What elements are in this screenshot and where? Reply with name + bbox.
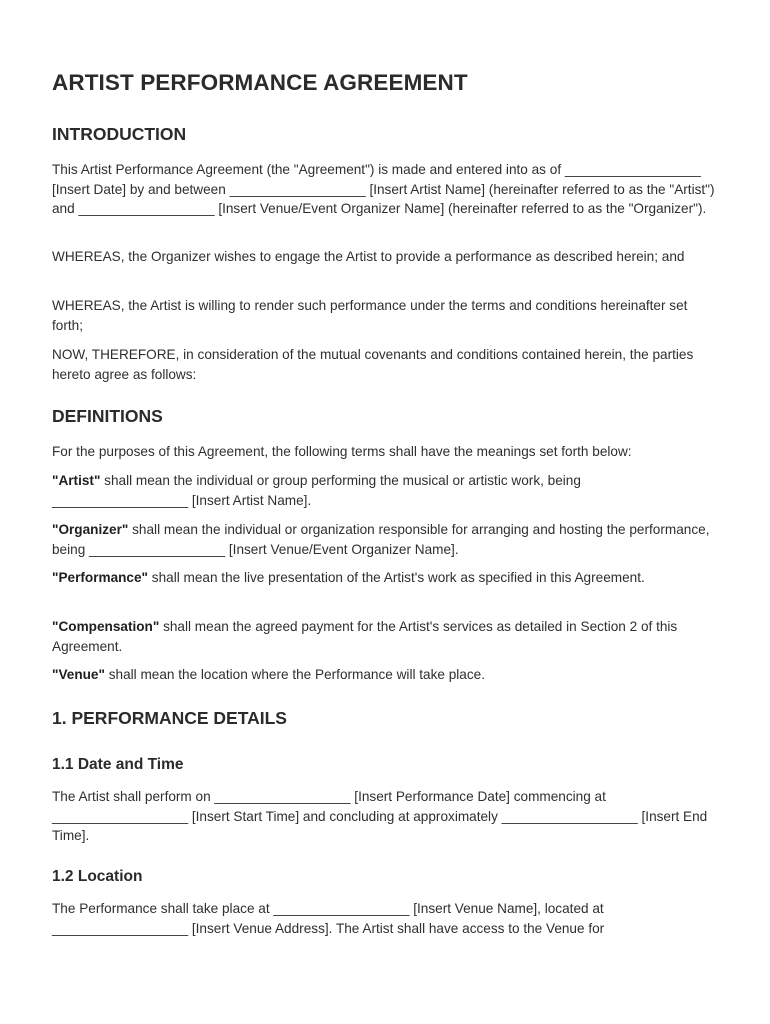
definition-term: "Artist" — [52, 473, 101, 488]
section-1-heading: 1. PERFORMANCE DETAILS — [52, 708, 287, 728]
section-1-1-heading: 1.1 Date and Time — [52, 756, 184, 773]
definition-term: "Venue" — [52, 667, 105, 682]
definition-text: shall mean the individual or organization responsible for arranging and hosting the performance, being __________________ [Insert Venue/Event Organizer Name]. — [52, 522, 710, 557]
definition-performance — [52, 568, 720, 588]
introduction-heading: INTRODUCTION — [52, 124, 187, 144]
definition-text: shall mean the location where the Performance will take place. — [104, 667, 486, 682]
section-1-2-text: The Performance shall take place at __________________ [Insert Venue Name], located at __________________ [Insert Venue Address]. The Artist shall have access to the Venue for — [52, 901, 605, 936]
section-1-2-heading: 1.2 Location — [52, 868, 143, 885]
definitions-heading: DEFINITIONS — [52, 406, 163, 426]
definition-term: "Performance" — [52, 570, 148, 585]
introduction-paragraph-2: WHEREAS, the Organizer wishes to engage the Artist to provide a performance as described herein; and — [52, 249, 685, 264]
introduction-paragraph-1: This Artist Performance Agreement (the "Agreement") is made and entered into as of __________________ [Insert Date] by and between __________________ [Insert Artist Name] (hereinafter referred to as the "Artist") and __________________ [Insert Venue/Event Organizer Name] (hereinafter referred to as the "Organizer"). — [52, 162, 715, 216]
document-title: ARTIST PERFORMANCE AGREEMENT — [52, 70, 468, 95]
definition-text: shall mean the individual or group performing the musical or artistic work, being __________________ [Insert Artist Name]. — [52, 473, 581, 508]
definition-organizer — [52, 520, 720, 559]
introduction-paragraph-3: WHEREAS, the Artist is willing to render such performance under the terms and conditions hereinafter set forth; — [52, 298, 688, 333]
definitions-intro: For the purposes of this Agreement, the following terms shall have the meanings set forth below: — [52, 444, 632, 459]
definition-term: "Organizer" — [52, 522, 129, 537]
definition-text: shall mean the live presentation of the Artist's work as specified in this Agreement. — [148, 570, 645, 585]
section-1-1-text: The Artist shall perform on __________________ [Insert Performance Date] commencing at __________________ [Insert Start Time] and concluding at approximately __________________ [Insert End Time]. — [52, 789, 708, 843]
introduction-paragraph-4: NOW, THEREFORE, in consideration of the mutual covenants and conditions contained herein, the parties hereto agree as follows: — [52, 347, 694, 382]
definition-venue — [52, 665, 720, 685]
definition-compensation — [52, 617, 720, 656]
definition-artist — [52, 471, 720, 510]
definition-text: shall mean the agreed payment for the Artist's services as detailed in Section 2 of this Agreement. — [52, 619, 678, 654]
definition-term: "Compensation" — [52, 619, 160, 634]
